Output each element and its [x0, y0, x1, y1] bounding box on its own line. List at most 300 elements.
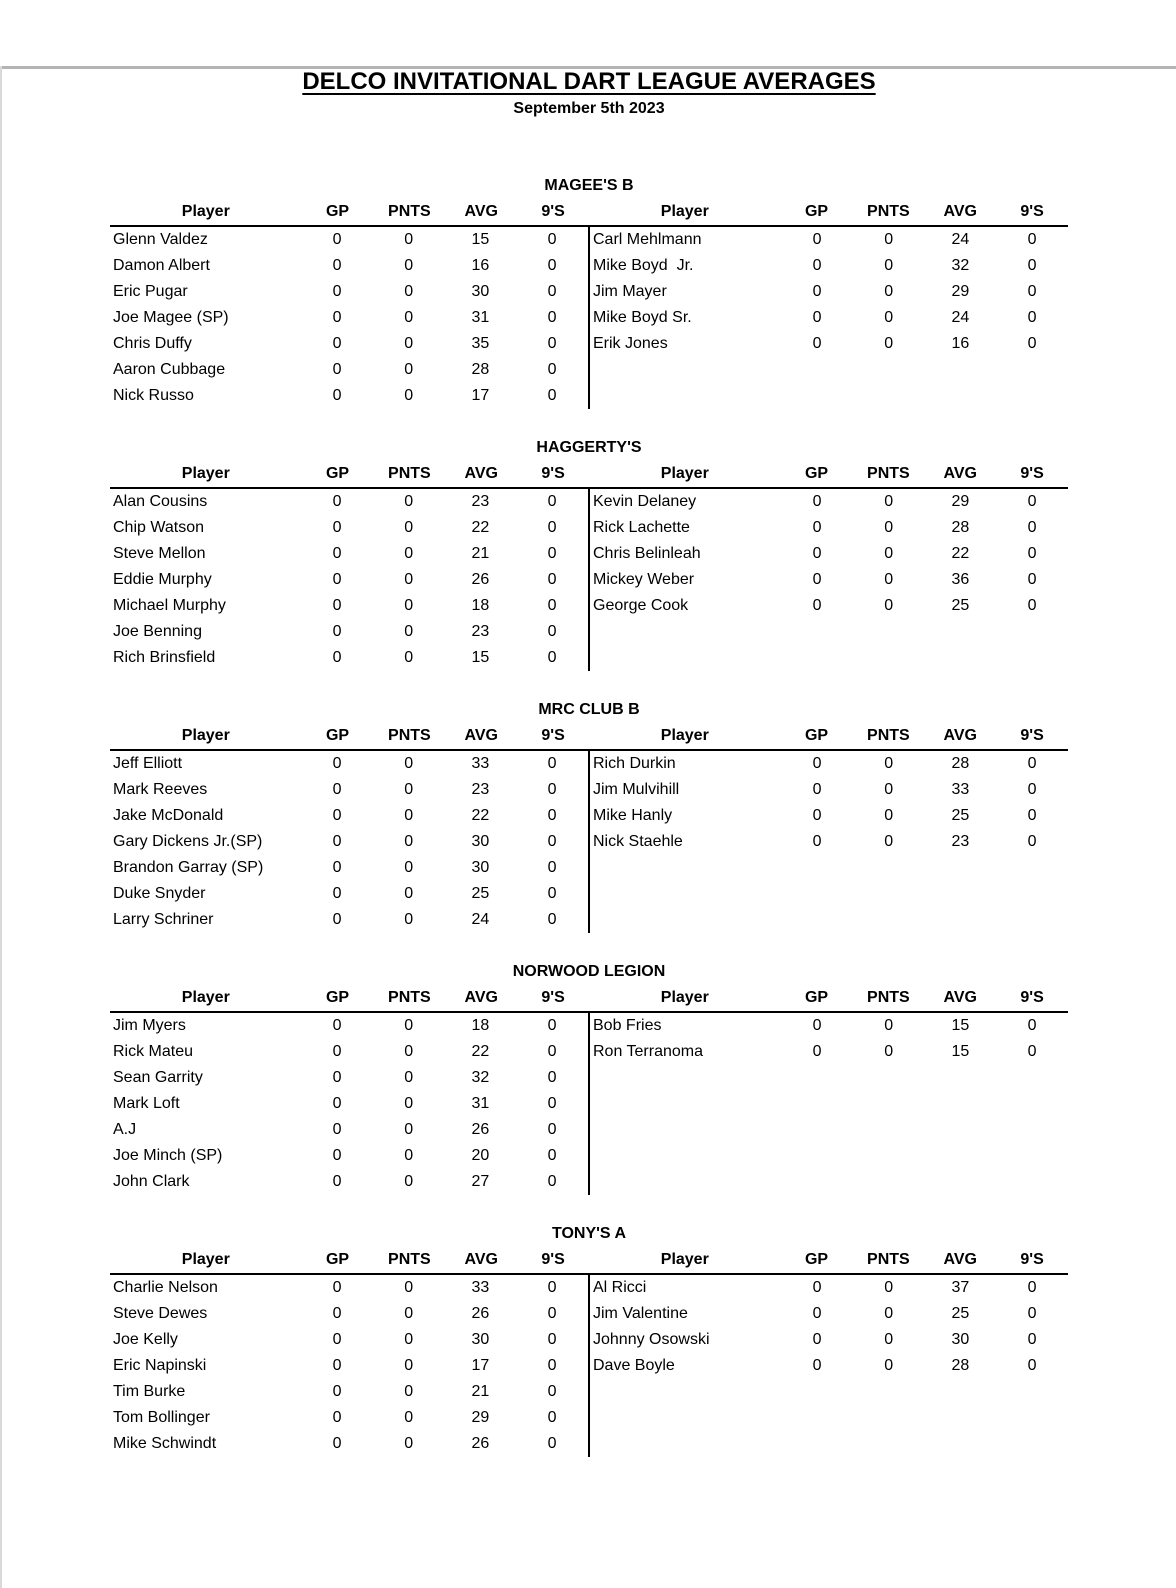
gp-value: 0 [332, 545, 342, 562]
nines-value: 0 [1027, 283, 1037, 300]
player-name: Mike Boyd Sr. [593, 309, 692, 326]
pnts-value: 0 [884, 1043, 894, 1060]
pnts-value: 0 [404, 571, 414, 588]
gp-value: 0 [332, 1435, 342, 1452]
player-name: Rich Durkin [593, 755, 676, 772]
player-row [110, 1065, 588, 1091]
nines-value: 0 [547, 623, 557, 640]
player-name: Nick Staehle [593, 833, 683, 850]
nines-value: 0 [547, 1017, 557, 1034]
pnts-value: 0 [884, 833, 894, 850]
avg-value: 28 [471, 361, 490, 378]
avg-value: 32 [951, 257, 970, 274]
column-header-gp: GP [804, 465, 829, 482]
player-name: Duke Snyder [113, 885, 206, 902]
nines-value: 0 [547, 1305, 557, 1322]
avg-value: 30 [471, 833, 490, 850]
nines-value: 0 [1027, 493, 1037, 510]
gp-value: 0 [812, 257, 822, 274]
column-header-avg: AVG [464, 989, 498, 1006]
avg-value: 15 [951, 1017, 970, 1034]
column-header-9s: 9'S [541, 989, 565, 1006]
player-row [110, 489, 588, 515]
pnts-value: 0 [884, 781, 894, 798]
team-section [110, 1221, 1068, 1457]
column-header-player: Player [181, 203, 230, 220]
player-row [110, 1327, 588, 1353]
nines-value: 0 [547, 885, 557, 902]
column-header-9s: 9'S [541, 465, 565, 482]
avg-value: 30 [471, 283, 490, 300]
player-name: Charlie Nelson [113, 1279, 218, 1296]
pnts-value: 0 [884, 755, 894, 772]
table-header-row [110, 723, 1068, 751]
left-roster [110, 1013, 588, 1195]
gp-value: 0 [812, 1357, 822, 1374]
team-title: HAGGERTY'S [536, 439, 642, 456]
player-name: Nick Russo [113, 387, 194, 404]
avg-value: 32 [471, 1069, 490, 1086]
gp-value: 0 [332, 1357, 342, 1374]
column-header-gp: GP [804, 203, 829, 220]
nines-value: 0 [1027, 1305, 1037, 1322]
teams [110, 173, 1068, 1457]
nines-value: 0 [1027, 807, 1037, 824]
team-section [110, 959, 1068, 1195]
column-header-pnts: PNTS [388, 203, 431, 220]
nines-value: 0 [547, 1069, 557, 1086]
nines-value: 0 [1027, 519, 1037, 536]
player-row [110, 593, 588, 619]
player-row [590, 1275, 1068, 1301]
player-name: Sean Garrity [113, 1069, 203, 1086]
nines-value: 0 [547, 361, 557, 378]
avg-value: 16 [951, 335, 970, 352]
gp-value: 0 [812, 1017, 822, 1034]
nines-value: 0 [547, 1435, 557, 1452]
avg-value: 23 [471, 623, 490, 640]
gp-value: 0 [812, 833, 822, 850]
player-name: Joe Minch (SP) [113, 1147, 223, 1164]
column-header-gp: GP [325, 203, 350, 220]
table-header-left [110, 199, 589, 225]
pnts-value: 0 [884, 1017, 894, 1034]
player-row [110, 829, 588, 855]
column-header-avg: AVG [943, 1251, 977, 1268]
column-header-9s: 9'S [1020, 727, 1044, 744]
avg-value: 31 [471, 1095, 490, 1112]
pnts-value: 0 [404, 597, 414, 614]
avg-value: 18 [471, 597, 490, 614]
player-name: Damon Albert [113, 257, 210, 274]
avg-value: 23 [471, 781, 490, 798]
avg-value: 30 [471, 859, 490, 876]
avg-value: 25 [951, 1305, 970, 1322]
pnts-value: 0 [404, 781, 414, 798]
player-row [590, 331, 1068, 357]
gp-value: 0 [812, 807, 822, 824]
pnts-value: 0 [404, 1435, 414, 1452]
avg-value: 15 [471, 649, 490, 666]
pnts-value: 0 [884, 231, 894, 248]
player-row [110, 907, 588, 933]
player-row [110, 855, 588, 881]
pnts-value: 0 [404, 283, 414, 300]
gp-value: 0 [332, 623, 342, 640]
avg-value: 23 [471, 493, 490, 510]
player-row [110, 1143, 588, 1169]
pnts-value: 0 [404, 885, 414, 902]
gp-value: 0 [332, 911, 342, 928]
table-header-right [589, 1247, 1068, 1273]
column-header-9s: 9'S [541, 1251, 565, 1268]
player-row [110, 1405, 588, 1431]
player-row [590, 1327, 1068, 1353]
gp-value: 0 [812, 1331, 822, 1348]
avg-value: 16 [471, 257, 490, 274]
pnts-value: 0 [884, 545, 894, 562]
nines-value: 0 [1027, 1043, 1037, 1060]
left-roster [110, 489, 588, 671]
avg-value: 25 [951, 807, 970, 824]
column-header-player: Player [660, 203, 709, 220]
player-name: Glenn Valdez [113, 231, 208, 248]
pnts-value: 0 [404, 1409, 414, 1426]
table-body [110, 227, 1068, 409]
gp-value: 0 [332, 571, 342, 588]
player-name: Dave Boyle [593, 1357, 675, 1374]
column-header-pnts: PNTS [867, 727, 910, 744]
player-row [110, 331, 588, 357]
player-name: Joe Benning [113, 623, 202, 640]
avg-value: 24 [951, 309, 970, 326]
pnts-value: 0 [404, 1095, 414, 1112]
table-header-row [110, 985, 1068, 1013]
gp-value: 0 [812, 1279, 822, 1296]
column-header-player: Player [181, 465, 230, 482]
player-name: Johnny Osowski [593, 1331, 710, 1348]
player-name: Tom Bollinger [113, 1409, 210, 1426]
player-name: Mark Loft [113, 1095, 180, 1112]
player-name: George Cook [593, 597, 689, 614]
right-roster [588, 1013, 1068, 1195]
nines-value: 0 [1027, 257, 1037, 274]
pnts-value: 0 [884, 1357, 894, 1374]
player-name: Kevin Delaney [593, 493, 697, 510]
team-section [110, 697, 1068, 933]
column-header-9s: 9'S [1020, 1251, 1044, 1268]
nines-value: 0 [547, 1331, 557, 1348]
pnts-value: 0 [404, 387, 414, 404]
gp-value: 0 [332, 1279, 342, 1296]
column-header-player: Player [660, 727, 709, 744]
nines-value: 0 [547, 807, 557, 824]
nines-value: 0 [1027, 309, 1037, 326]
player-row [110, 1091, 588, 1117]
nines-value: 0 [547, 571, 557, 588]
player-row [110, 881, 588, 907]
pnts-value: 0 [404, 1017, 414, 1034]
avg-value: 22 [471, 807, 490, 824]
column-header-avg: AVG [464, 1251, 498, 1268]
player-row [590, 803, 1068, 829]
nines-value: 0 [547, 911, 557, 928]
player-row [590, 279, 1068, 305]
player-name: Jim Myers [113, 1017, 186, 1034]
team-section [110, 173, 1068, 409]
pnts-value: 0 [884, 1331, 894, 1348]
player-name: Tim Burke [113, 1383, 186, 1400]
player-name: Eddie Murphy [113, 571, 212, 588]
gp-value: 0 [332, 859, 342, 876]
nines-value: 0 [547, 1173, 557, 1190]
team-title: NORWOOD LEGION [512, 963, 666, 980]
column-header-9s: 9'S [1020, 465, 1044, 482]
column-header-avg: AVG [943, 727, 977, 744]
right-roster [588, 1275, 1068, 1457]
player-row [110, 253, 588, 279]
column-header-9s: 9'S [541, 203, 565, 220]
column-header-avg: AVG [464, 727, 498, 744]
pnts-value: 0 [404, 1305, 414, 1322]
team-title: TONY'S A [551, 1225, 627, 1242]
gp-value: 0 [332, 597, 342, 614]
avg-value: 26 [471, 1121, 490, 1138]
avg-value: 35 [471, 335, 490, 352]
gp-value: 0 [332, 309, 342, 326]
table-header-row [110, 461, 1068, 489]
column-header-player: Player [660, 1251, 709, 1268]
player-row [590, 489, 1068, 515]
player-name: Jake McDonald [113, 807, 224, 824]
table-header-right [589, 199, 1068, 225]
nines-value: 0 [1027, 833, 1037, 850]
player-row [590, 227, 1068, 253]
table-header-left [110, 1247, 589, 1273]
right-roster [588, 751, 1068, 933]
player-row [590, 1301, 1068, 1327]
avg-value: 24 [951, 231, 970, 248]
column-header-avg: AVG [943, 989, 977, 1006]
avg-value: 28 [951, 519, 970, 536]
nines-value: 0 [547, 597, 557, 614]
player-row [110, 383, 588, 409]
player-name: Aaron Cubbage [113, 361, 226, 378]
gp-value: 0 [332, 231, 342, 248]
pnts-value: 0 [404, 807, 414, 824]
player-name: Mike Hanly [593, 807, 673, 824]
pnts-value: 0 [404, 755, 414, 772]
table-body [110, 751, 1068, 933]
gp-value: 0 [812, 231, 822, 248]
table-header-row [110, 1247, 1068, 1275]
player-row [590, 305, 1068, 331]
left-roster [110, 1275, 588, 1457]
avg-value: 15 [951, 1043, 970, 1060]
gp-value: 0 [332, 1043, 342, 1060]
table-header-right [589, 461, 1068, 487]
table-body [110, 489, 1068, 671]
pnts-value: 0 [884, 1305, 894, 1322]
nines-value: 0 [547, 387, 557, 404]
avg-value: 17 [471, 387, 490, 404]
nines-value: 0 [547, 781, 557, 798]
column-header-avg: AVG [464, 203, 498, 220]
column-header-pnts: PNTS [388, 727, 431, 744]
gp-value: 0 [332, 885, 342, 902]
pnts-value: 0 [404, 1043, 414, 1060]
column-header-gp: GP [325, 1251, 350, 1268]
nines-value: 0 [547, 309, 557, 326]
player-row [110, 751, 588, 777]
document-date: September 5th 2023 [513, 100, 665, 117]
pnts-value: 0 [404, 833, 414, 850]
player-row [590, 1353, 1068, 1379]
player-name: Mickey Weber [593, 571, 695, 588]
player-row [110, 1169, 588, 1195]
player-row [590, 515, 1068, 541]
column-header-pnts: PNTS [867, 203, 910, 220]
player-row [110, 1431, 588, 1457]
avg-value: 31 [471, 309, 490, 326]
nines-value: 0 [1027, 231, 1037, 248]
nines-value: 0 [547, 519, 557, 536]
gp-value: 0 [332, 257, 342, 274]
player-row [110, 645, 588, 671]
table-header-right [589, 723, 1068, 749]
table-header-left [110, 985, 589, 1011]
gp-value: 0 [812, 309, 822, 326]
avg-value: 28 [951, 1357, 970, 1374]
avg-value: 20 [471, 1147, 490, 1164]
column-header-player: Player [660, 989, 709, 1006]
pnts-value: 0 [884, 571, 894, 588]
nines-value: 0 [1027, 1331, 1037, 1348]
avg-value: 26 [471, 1305, 490, 1322]
pnts-value: 0 [404, 649, 414, 666]
player-name: Steve Mellon [113, 545, 206, 562]
column-header-player: Player [181, 727, 230, 744]
nines-value: 0 [547, 649, 557, 666]
player-name: Jim Mulvihill [593, 781, 680, 798]
avg-value: 25 [471, 885, 490, 902]
gp-value: 0 [812, 335, 822, 352]
avg-value: 24 [471, 911, 490, 928]
pnts-value: 0 [404, 493, 414, 510]
avg-value: 37 [951, 1279, 970, 1296]
document-page [0, 66, 1176, 1457]
pnts-value: 0 [404, 545, 414, 562]
gp-value: 0 [332, 1121, 342, 1138]
gp-value: 0 [812, 519, 822, 536]
avg-value: 29 [951, 283, 970, 300]
gp-value: 0 [332, 1305, 342, 1322]
pnts-value: 0 [404, 1331, 414, 1348]
gp-value: 0 [332, 1383, 342, 1400]
player-row [590, 593, 1068, 619]
player-name: Rick Mateu [113, 1043, 194, 1060]
avg-value: 21 [471, 545, 490, 562]
column-header-pnts: PNTS [388, 1251, 431, 1268]
player-row [590, 253, 1068, 279]
nines-value: 0 [547, 1409, 557, 1426]
nines-value: 0 [547, 859, 557, 876]
nines-value: 0 [1027, 571, 1037, 588]
player-row [590, 567, 1068, 593]
pnts-value: 0 [884, 807, 894, 824]
column-header-player: Player [660, 465, 709, 482]
player-row [110, 803, 588, 829]
gp-value: 0 [812, 493, 822, 510]
nines-value: 0 [1027, 1357, 1037, 1374]
right-roster [588, 227, 1068, 409]
column-header-player: Player [181, 1251, 230, 1268]
gp-value: 0 [332, 335, 342, 352]
column-header-gp: GP [325, 465, 350, 482]
pnts-value: 0 [884, 519, 894, 536]
column-header-avg: AVG [943, 203, 977, 220]
pnts-value: 0 [404, 1279, 414, 1296]
player-name: Joe Kelly [113, 1331, 178, 1348]
column-header-avg: AVG [464, 465, 498, 482]
nines-value: 0 [547, 335, 557, 352]
player-row [110, 279, 588, 305]
nines-value: 0 [547, 283, 557, 300]
pnts-value: 0 [404, 309, 414, 326]
nines-value: 0 [547, 493, 557, 510]
player-name: A.J [113, 1121, 137, 1138]
player-name: Eric Napinski [113, 1357, 207, 1374]
pnts-value: 0 [404, 1173, 414, 1190]
column-header-gp: GP [804, 727, 829, 744]
avg-value: 28 [951, 755, 970, 772]
gp-value: 0 [812, 781, 822, 798]
player-name: Larry Schriner [113, 911, 214, 928]
nines-value: 0 [547, 257, 557, 274]
avg-value: 27 [471, 1173, 490, 1190]
gp-value: 0 [332, 781, 342, 798]
nines-value: 0 [1027, 1017, 1037, 1034]
gp-value: 0 [332, 649, 342, 666]
column-header-player: Player [181, 989, 230, 1006]
nines-value: 0 [1027, 1279, 1037, 1296]
pnts-value: 0 [404, 1069, 414, 1086]
avg-value: 29 [951, 493, 970, 510]
column-header-9s: 9'S [541, 727, 565, 744]
player-name: Ron Terranoma [593, 1043, 703, 1060]
player-row [110, 305, 588, 331]
player-name: Michael Murphy [113, 597, 226, 614]
player-name: Chip Watson [113, 519, 204, 536]
avg-value: 22 [951, 545, 970, 562]
nines-value: 0 [547, 545, 557, 562]
gp-value: 0 [812, 1305, 822, 1322]
player-row [590, 541, 1068, 567]
pnts-value: 0 [884, 493, 894, 510]
gp-value: 0 [332, 283, 342, 300]
avg-value: 36 [951, 571, 970, 588]
gp-value: 0 [332, 1409, 342, 1426]
avg-value: 25 [951, 597, 970, 614]
gp-value: 0 [332, 1331, 342, 1348]
gp-value: 0 [332, 807, 342, 824]
pnts-value: 0 [404, 1147, 414, 1164]
gp-value: 0 [332, 493, 342, 510]
pnts-value: 0 [404, 519, 414, 536]
player-name: Steve Dewes [113, 1305, 208, 1322]
pnts-value: 0 [884, 335, 894, 352]
avg-value: 29 [471, 1409, 490, 1426]
